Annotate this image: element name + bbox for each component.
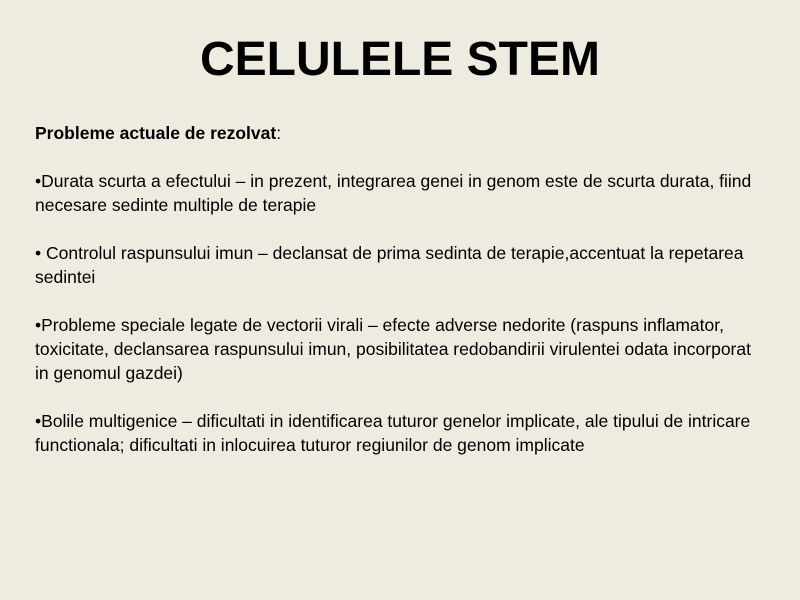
bullet-item-3: •Probleme speciale legate de vectorii virali – efecte adverse nedorite (raspuns inflamator, toxicitate, declansarea raspunsului imun, posibilitatea redobandirii virulentei odata incorporat in genomul gazdei) — [35, 315, 751, 383]
slide-title: CELULELE STEM — [199, 33, 600, 86]
section-heading-colon: : — [276, 123, 282, 143]
section-heading — [35, 121, 765, 145]
bullet-item-4: •Bolile multigenice – dificultati in identificarea tuturor genelor implicate, ale tipului de intricare functionala; dificultati in inlocuirea tuturor regiunilor de genom implicate — [35, 411, 751, 455]
slide-content — [35, 121, 765, 481]
bullet-item-1: •Durata scurta a efectului – in prezent, integrarea genei in genom este de scurta durata, fiind necesare sedinte multiple de terapie — [35, 171, 752, 215]
section-heading-text: Probleme actuale de rezolvat — [35, 123, 277, 143]
bullet-item-2: • Controlul raspunsului imun – declansat de prima sedinta de terapie,accentuat la repetarea sedintei — [35, 243, 744, 287]
